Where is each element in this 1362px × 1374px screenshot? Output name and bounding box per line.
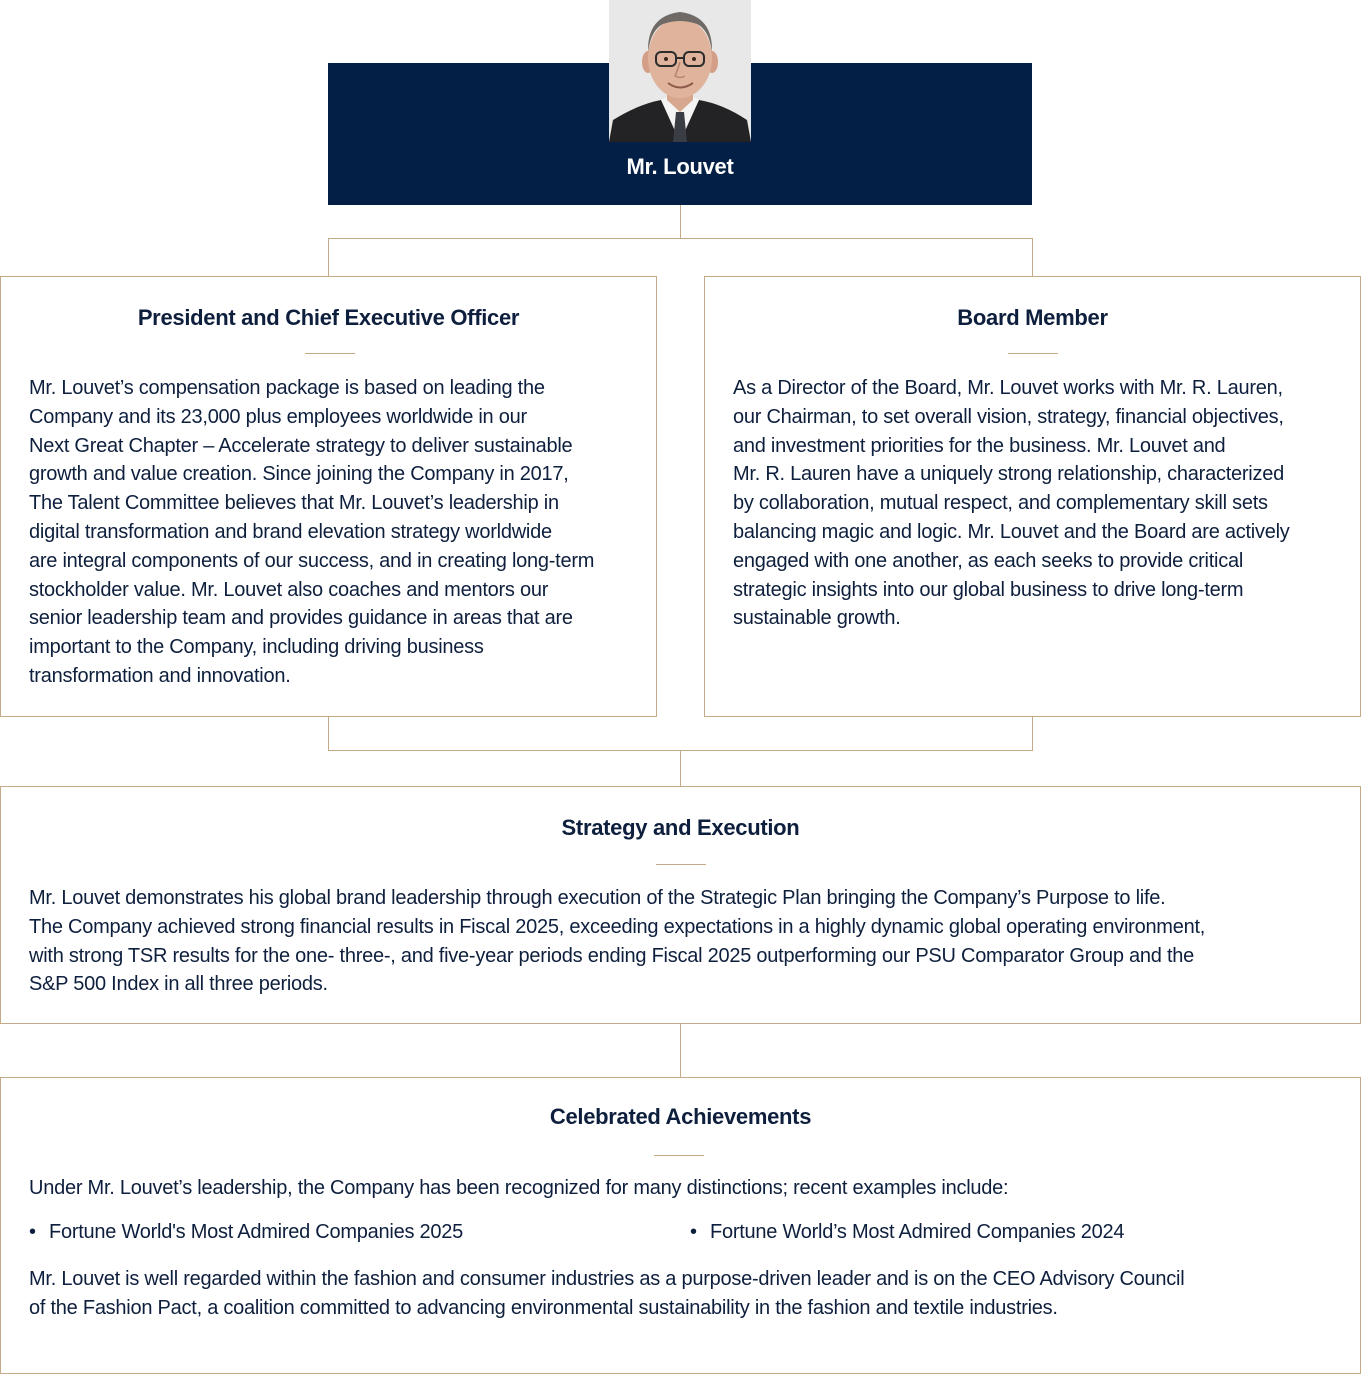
connector-top-horizontal bbox=[328, 238, 1033, 239]
strategy-panel bbox=[0, 786, 1361, 1024]
board-panel bbox=[704, 276, 1361, 717]
executive-name: Mr. Louvet bbox=[626, 154, 734, 179]
board-panel-body: As a Director of the Board, Mr. Louvet works with Mr. R. Lauren, our Chairman, to set overall vision, strategy, financial objectives, and investment priorities for the business. Mr. Louvet and Mr. R. Lauren have a uniquely strong relationship, characterized by collaboration, mutual respect, and complementary skill sets balancing magic and logic. Mr. Louvet and the Board are actively engaged with one another, as each seeks to provide critical strategic insights into our global business to drive long-term sustainable growth. bbox=[733, 377, 1290, 630]
strategy-panel-title: Strategy and Execution bbox=[561, 815, 800, 840]
ceo-panel bbox=[0, 276, 657, 717]
achievement-text-2: Fortune World’s Most Admired Companies 2024 bbox=[710, 1221, 1125, 1243]
ceo-panel-body: Mr. Louvet’s compensation package is based on leading the Company and its 23,000 plus employees worldwide in our Next Great Chapter – Accelerate strategy to deliver sustainable growth and value creation. Since joining the Company in 2017, The Talent Committee believes that Mr. Louvet’s leadership in digital transformation and brand elevation strategy worldwide are integral components of our success, and in creating long-term stockholder value. Mr. Louvet also coaches and mentors our senior leadership team and provides guidance in areas that are important to the Company, including driving business transformation and innovation. bbox=[29, 377, 595, 687]
connector-mid-down bbox=[680, 750, 681, 786]
connector-mid-right-rise bbox=[1032, 716, 1033, 751]
strategy-panel-body: Mr. Louvet demonstrates his global brand leadership through execution of the Strategic Plan bringing the Company’s Purpose to life. The Company achieved strong financial results in Fiscal 2025, exceeding expectations in a highly dynamic global operating environment, with strong TSR results for the one- three-, and five-year periods ending Fiscal 2025 outperforming our PSU Comparator Group and the S&P 500 Index in all three periods. bbox=[29, 887, 1206, 996]
achievement-text-1: Fortune World's Most Admired Companies 2025 bbox=[49, 1221, 464, 1243]
connector-bottom-down bbox=[680, 1023, 681, 1077]
connector-mid-left-rise bbox=[328, 716, 329, 751]
achievement-bullet-2 bbox=[690, 1221, 1124, 1244]
connector-top-right-drop bbox=[1032, 238, 1033, 276]
board-panel-title: Board Member bbox=[957, 305, 1108, 330]
portrait-illustration bbox=[609, 0, 751, 142]
connector-top-left-drop bbox=[328, 238, 329, 276]
achievements-title-rule bbox=[654, 1155, 704, 1156]
achievements-panel-title: Celebrated Achievements bbox=[549, 1104, 812, 1129]
bullet-icon: • bbox=[690, 1221, 697, 1243]
achievements-closing: Mr. Louvet is well regarded within the fashion and consumer industries as a purpose-driven leader and is on the CEO Advisory Council of the Fashion Pact, a coalition committed to advancing environmental sustainability in the fashion and textile industries. bbox=[29, 1268, 1185, 1319]
ceo-title-rule bbox=[305, 353, 355, 354]
achievements-intro: Under Mr. Louvet’s leadership, the Company has been recognized for many distinctions; recent examples include: bbox=[29, 1177, 1009, 1199]
connector-hero-down bbox=[680, 205, 681, 238]
bullet-icon: • bbox=[29, 1221, 36, 1243]
achievements-panel bbox=[0, 1077, 1361, 1374]
board-title-rule bbox=[1008, 353, 1058, 354]
ceo-panel-title: President and Chief Executive Officer bbox=[137, 305, 520, 330]
achievement-bullet-1 bbox=[29, 1221, 463, 1244]
profile-photo bbox=[609, 0, 751, 142]
strategy-title-rule bbox=[656, 864, 706, 865]
